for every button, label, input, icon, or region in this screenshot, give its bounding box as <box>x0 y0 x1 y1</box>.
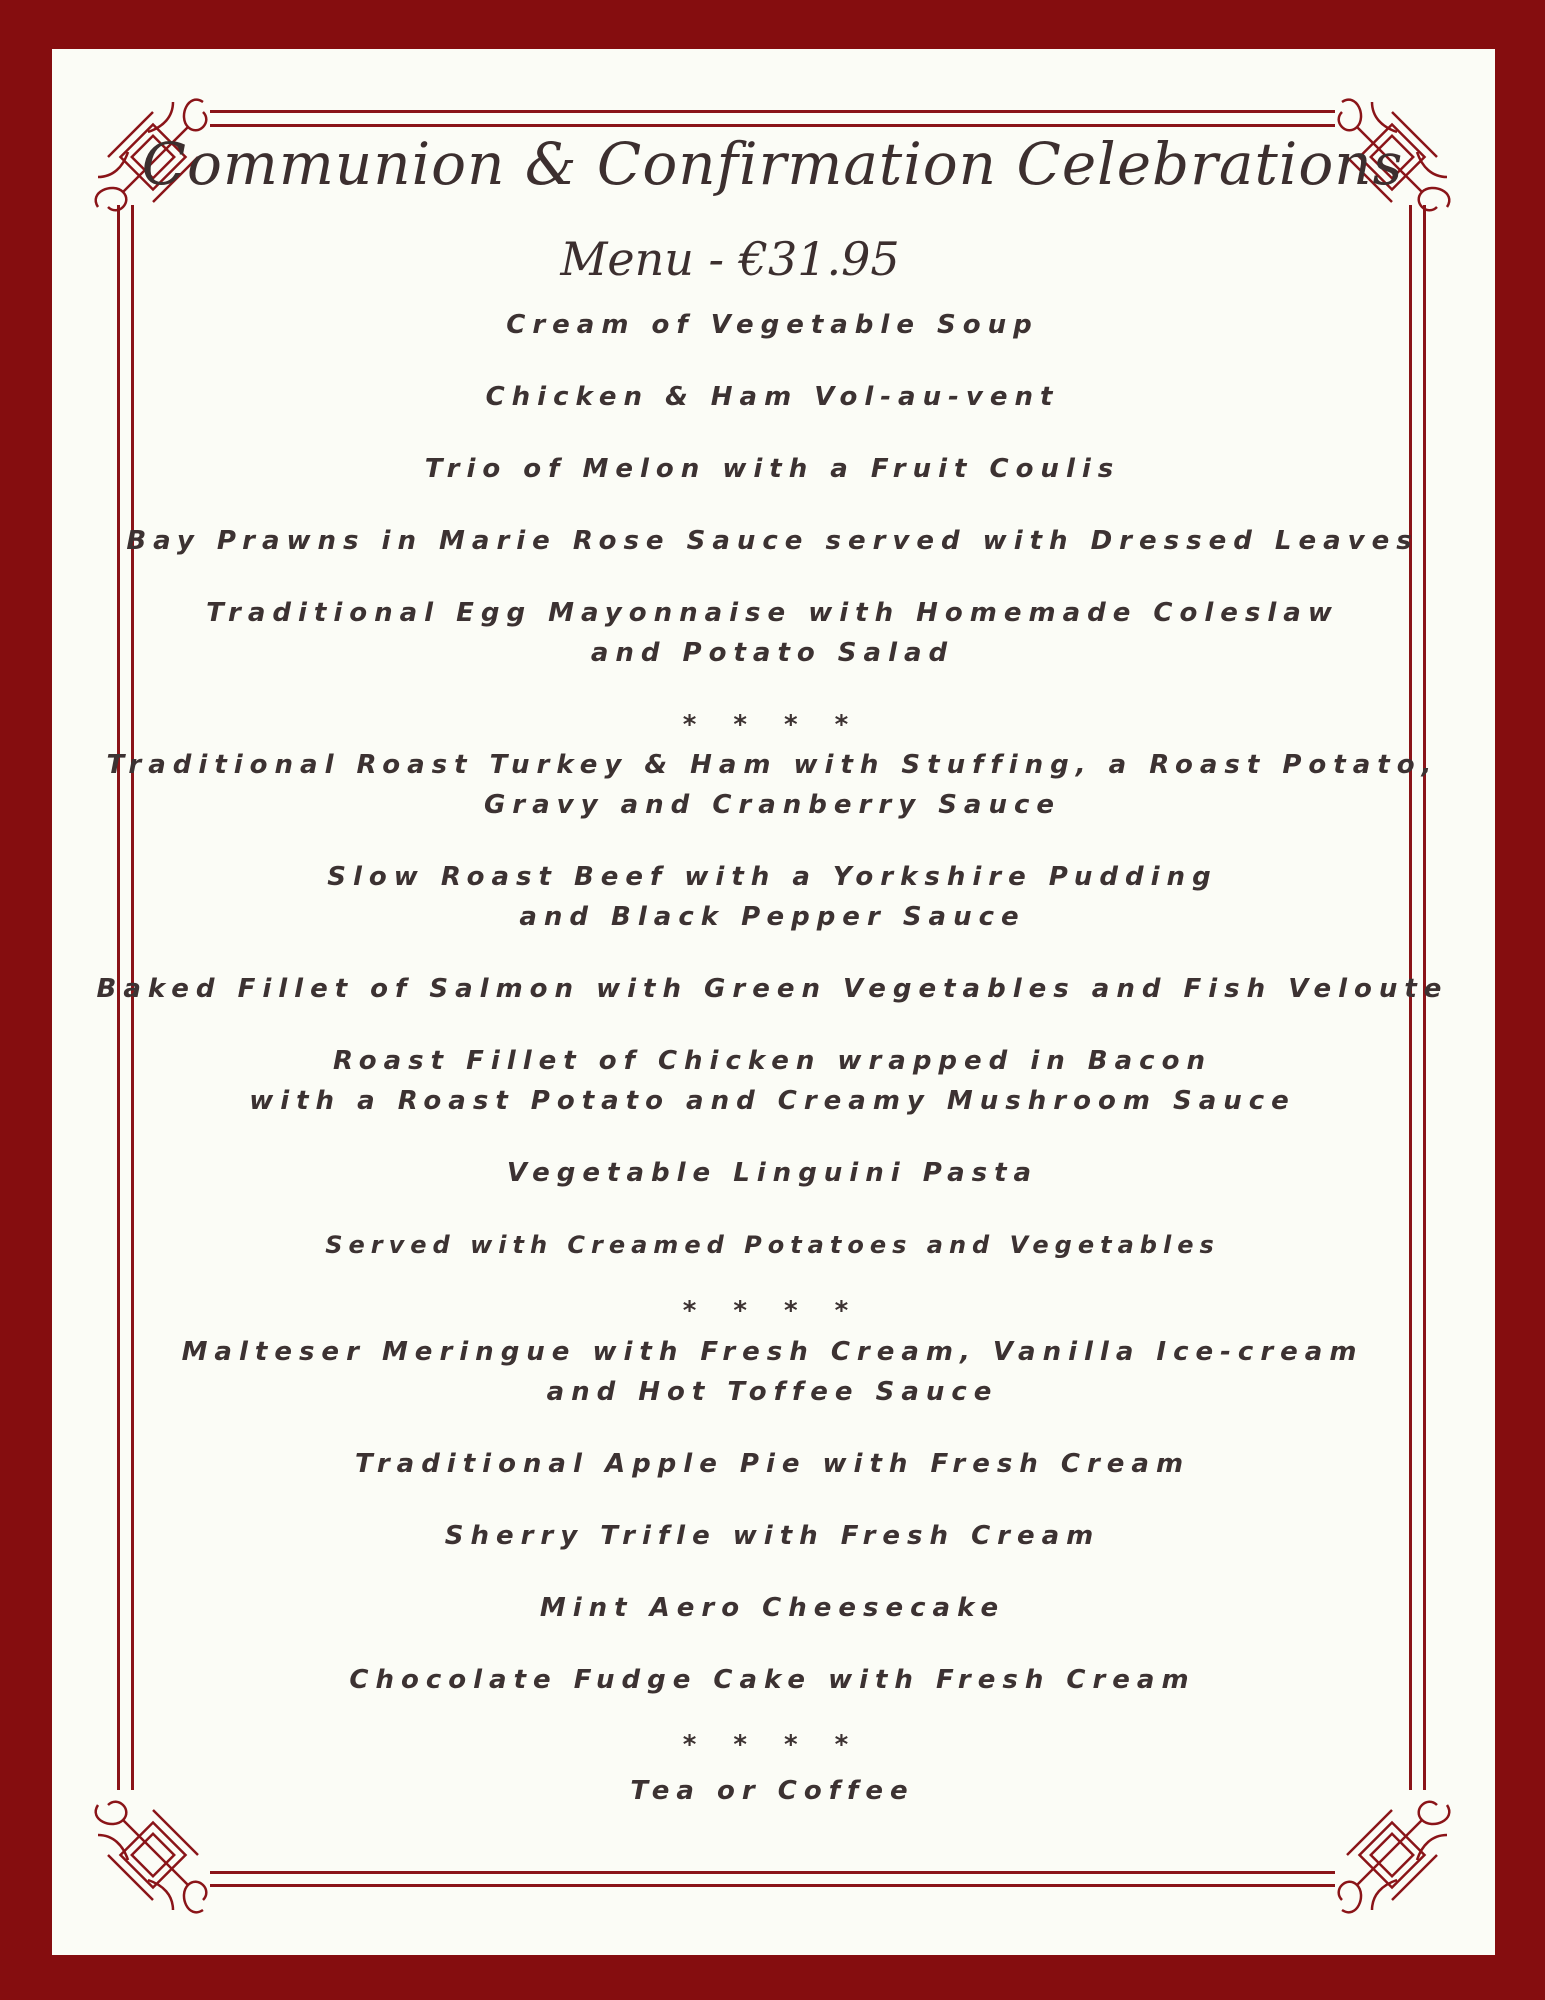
menu-title: Communion & Confirmation Celebrations <box>141 130 1404 198</box>
menu-item-main: Roast Fillet of Chicken wrapped in Bacon <box>333 1046 1212 1076</box>
menu-item-main-continued: with a Roast Potato and Creamy Mushroom Sauce <box>249 1086 1296 1116</box>
mains-note: Served with Creamed Potatoes and Vegetables <box>325 1231 1220 1259</box>
course-separator: * * * * <box>682 1296 863 1326</box>
menu-item-main: Slow Roast Beef with a Yorkshire Pudding <box>327 862 1218 892</box>
menu-item-starter: Bay Prawns in Marie Rose Sauce served with Dressed Leaves <box>126 526 1419 556</box>
menu-item-starter-continued: and Potato Salad <box>590 638 955 668</box>
menu-item-main: Traditional Roast Turkey & Ham with Stuffing, a Roast Potato, <box>106 750 1439 780</box>
menu-item-starter: Trio of Melon with a Fruit Coulis <box>424 454 1121 484</box>
menu-item-main-continued: Gravy and Cranberry Sauce <box>483 790 1062 820</box>
menu-item-starter: Chicken & Ham Vol-au-vent <box>485 382 1060 412</box>
menu-item-starter: Cream of Vegetable Soup <box>506 310 1039 340</box>
menu-item-dessert: Sherry Trifle with Fresh Cream <box>444 1521 1101 1551</box>
frame-bottom-line-outer <box>210 1884 1335 1887</box>
frame-bottom-line-inner <box>210 1871 1335 1874</box>
menu-item-starter: Traditional Egg Mayonnaise with Homemade Coleslaw <box>206 598 1339 628</box>
menu-item-dessert: Malteser Meringue with Fresh Cream, Vanilla Ice-cream <box>181 1337 1364 1367</box>
menu-item-main: Baked Fillet of Salmon with Green Vegetables and Fish Veloute <box>96 974 1449 1004</box>
menu-item-dessert: Chocolate Fudge Cake with Fresh Cream <box>349 1665 1196 1695</box>
frame-top-line-inner <box>210 124 1335 127</box>
menu-item-main-continued: and Black Pepper Sauce <box>519 902 1026 932</box>
frame-top-line-outer <box>210 110 1335 113</box>
menu-item-main: Vegetable Linguini Pasta <box>506 1158 1039 1188</box>
menu-item-dessert: Traditional Apple Pie with Fresh Cream <box>354 1449 1191 1479</box>
menu-price-subtitle: Menu - €31.95 <box>560 232 900 286</box>
course-separator: * * * * <box>682 710 863 740</box>
menu-item-dessert-continued: and Hot Toffee Sauce <box>546 1377 999 1407</box>
menu-item-dessert: Mint Aero Cheesecake <box>539 1593 1006 1623</box>
menu-item-tea-coffee: Tea or Coffee <box>630 1776 915 1806</box>
course-separator: * * * * <box>682 1730 863 1760</box>
